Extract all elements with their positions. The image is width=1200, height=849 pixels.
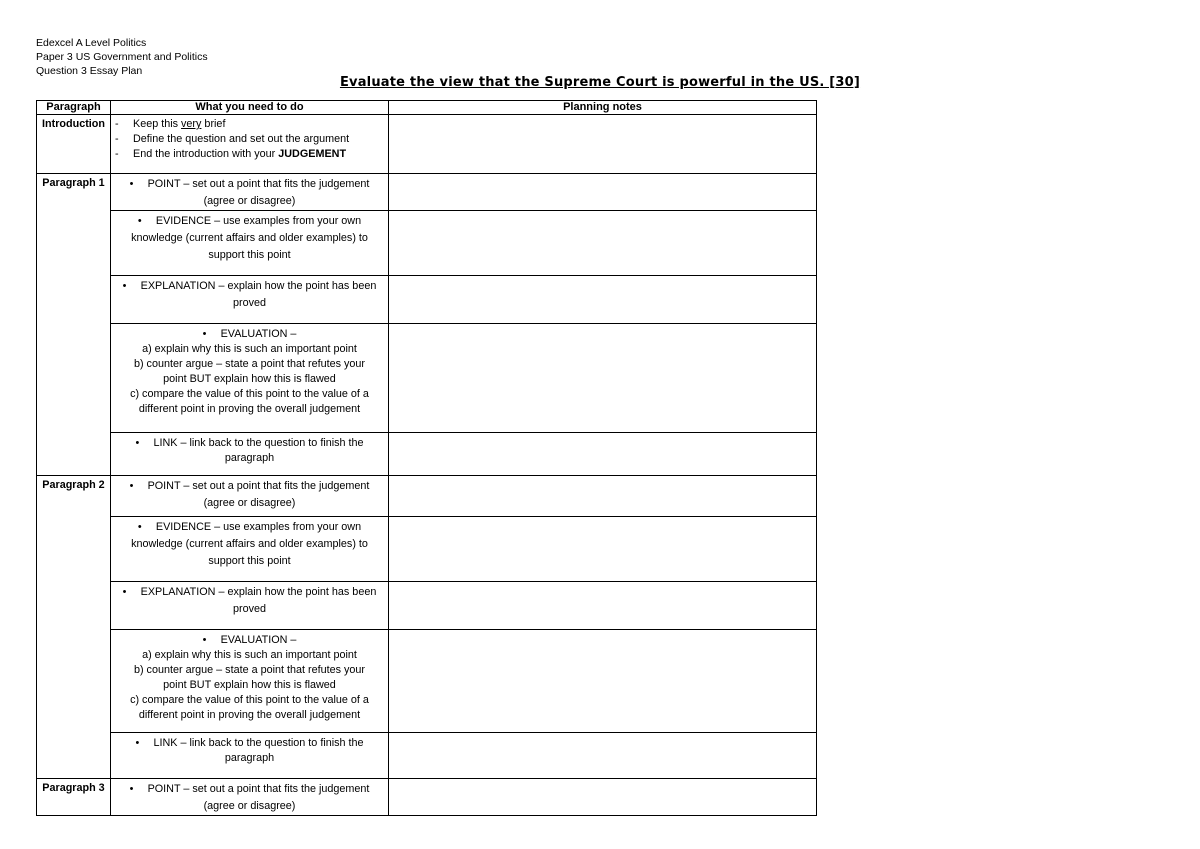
planning-notes-p2-explanation[interactable]	[389, 582, 817, 630]
essay-question-title	[0, 75, 1200, 90]
header-paragraph: Paragraph	[37, 101, 111, 115]
intro-item-judgement: - End the introduction with your JUDGEMENT	[115, 147, 388, 162]
planning-notes-p2-evaluation[interactable]	[389, 630, 817, 733]
planning-notes-introduction[interactable]	[389, 115, 817, 174]
row-label-paragraph-3: Paragraph 3	[37, 779, 111, 816]
bullet-icon: •	[135, 437, 140, 449]
planning-notes-p3-point[interactable]	[389, 779, 817, 816]
p1-link-instruction: • LINK – link back to the question to finish the paragraph	[111, 433, 389, 476]
header-planning-notes: Planning notes	[389, 101, 817, 115]
intro-item-define: - Define the question and set out the argument	[115, 132, 388, 147]
p1-point-instruction: • POINT – set out a point that fits the judgement (agree or disagree)	[111, 174, 389, 211]
table-row-p2-evaluation	[37, 630, 817, 733]
row-label-introduction: Introduction	[37, 115, 111, 174]
bullet-icon: •	[129, 783, 134, 795]
p2-point-instruction: • POINT – set out a point that fits the judgement (agree or disagree)	[111, 476, 389, 517]
p2-explanation-instruction: • EXPLANATION – explain how the point has been proved	[111, 582, 389, 630]
essay-plan-table	[36, 100, 817, 816]
p2-link-instruction: • LINK – link back to the question to finish the paragraph	[111, 733, 389, 779]
table-row-p1-evaluation	[37, 324, 817, 433]
intro-item-brief: - Keep this very brief	[115, 117, 388, 132]
table-row-p1-point	[37, 174, 817, 211]
bullet-icon: •	[122, 280, 127, 292]
table-row-p3-point	[37, 779, 817, 816]
planning-notes-p1-evaluation[interactable]	[389, 324, 817, 433]
bullet-icon: •	[135, 737, 140, 749]
title-text: Evaluate the view that the Supreme Court is powerful in the US. [30]	[339, 75, 861, 90]
table-row-introduction	[37, 115, 817, 174]
header-what-to-do: What you need to do	[111, 101, 389, 115]
document-header	[36, 36, 208, 78]
p1-evaluation-instruction: • EVALUATION – a) explain why this is such an important point b) counter argue – state a point that refutes your point BUT explain how this is flawed c) compare the value of this point to the value of a different point in proving the overall judgement	[111, 324, 389, 433]
table-row-p2-explanation	[37, 582, 817, 630]
p2-evidence-instruction: • EVIDENCE – use examples from your own knowledge (current affairs and older examples) to support this point	[111, 517, 389, 582]
row-label-paragraph-1: Paragraph 1	[37, 174, 111, 476]
table-row-p1-link	[37, 433, 817, 476]
p1-evidence-instruction: • EVIDENCE – use examples from your own knowledge (current affairs and older examples) to support this point	[111, 211, 389, 276]
p3-point-instruction: • POINT – set out a point that fits the judgement (agree or disagree)	[111, 779, 389, 816]
table-row-p2-link	[37, 733, 817, 779]
intro-instructions	[111, 115, 389, 174]
p2-evaluation-instruction: • EVALUATION – a) explain why this is such an important point b) counter argue – state a point that refutes your point BUT explain how this is flawed c) compare the value of this point to the value of a different point in proving the overall judgement	[111, 630, 389, 733]
header-question: Question 3 Essay Plan	[36, 65, 143, 77]
bullet-icon: •	[137, 215, 142, 227]
table-row-p1-explanation	[37, 276, 817, 324]
bullet-icon: •	[122, 586, 127, 598]
bullet-icon: •	[129, 178, 134, 190]
planning-notes-p1-explanation[interactable]	[389, 276, 817, 324]
p1-explanation-instruction: • EXPLANATION – explain how the point has been proved	[111, 276, 389, 324]
table-row-p2-evidence	[37, 517, 817, 582]
table-row-p1-evidence	[37, 211, 817, 276]
planning-notes-p1-evidence[interactable]	[389, 211, 817, 276]
bullet-icon: •	[202, 328, 207, 340]
planning-notes-p1-link[interactable]	[389, 433, 817, 476]
planning-notes-p2-point[interactable]	[389, 476, 817, 517]
planning-notes-p1-point[interactable]	[389, 174, 817, 211]
table-row-p2-point	[37, 476, 817, 517]
row-label-paragraph-2: Paragraph 2	[37, 476, 111, 779]
bullet-icon: •	[137, 521, 142, 533]
planning-notes-p2-evidence[interactable]	[389, 517, 817, 582]
header-course: Edexcel A Level Politics	[36, 37, 147, 49]
table-header-row	[37, 101, 817, 115]
bullet-icon: •	[202, 634, 207, 646]
header-paper: Paper 3 US Government and Politics	[36, 51, 208, 63]
planning-notes-p2-link[interactable]	[389, 733, 817, 779]
bullet-icon: •	[129, 480, 134, 492]
